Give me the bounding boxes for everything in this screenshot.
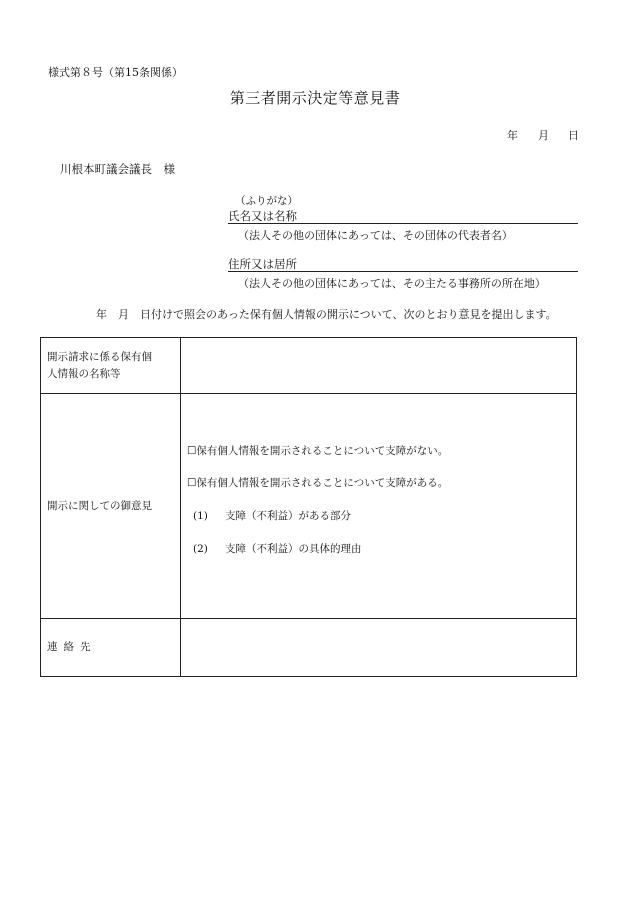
address-field-line[interactable] bbox=[228, 271, 578, 272]
name-field-note: （法人その他の団体にあっては、その団体の代表者名） bbox=[238, 229, 513, 242]
option-has-objection[interactable] bbox=[187, 475, 448, 490]
request-info-label-cell bbox=[41, 338, 181, 394]
date-year-label: 年 bbox=[507, 129, 518, 142]
contact-label-cell bbox=[41, 619, 181, 677]
sub-item-number: (1) bbox=[193, 510, 208, 522]
sub-item-text: 支障（不利益）がある部分 bbox=[225, 510, 351, 522]
address-field-note: （法人その他の団体にあっては、その主たる事務所の所在地） bbox=[238, 277, 546, 290]
date-day-label: 日 bbox=[568, 129, 579, 142]
contact-label-char: 先 bbox=[80, 641, 91, 653]
furigana-label: （ふりがな） bbox=[235, 195, 298, 207]
table-row bbox=[41, 394, 577, 619]
addressee: 川根本町議会議長 様 bbox=[60, 162, 175, 176]
opinion-input-cell[interactable] bbox=[181, 394, 577, 619]
date-month-label: 月 bbox=[538, 129, 549, 142]
contact-label-char: 絡 bbox=[63, 641, 74, 653]
contact-label-char: 連 bbox=[47, 641, 58, 653]
option-no-objection-text: 保有個人情報を開示されることについて支障がない。 bbox=[196, 445, 449, 457]
opinion-form-table bbox=[40, 337, 577, 677]
request-info-label-line1: 開示請求に係る保有個 bbox=[47, 350, 152, 363]
form-number: 様式第８号（第15条関係） bbox=[48, 66, 183, 79]
sub-item-text: 支障（不利益）の具体的理由 bbox=[225, 543, 362, 555]
request-info-input-cell[interactable] bbox=[181, 338, 577, 394]
opinion-label-cell bbox=[41, 394, 181, 619]
checkbox-icon[interactable]: ☐ bbox=[187, 445, 197, 457]
intro-text: 年 月 日付けで照会のあった保有個人情報の開示について、次のとおり意見を提出します。 bbox=[96, 308, 557, 321]
sub-item-number: (2) bbox=[193, 543, 208, 555]
document-title: 第三者開示決定等意見書 bbox=[229, 89, 401, 107]
name-field-label: 氏名又は名称 bbox=[228, 209, 297, 223]
table-row bbox=[41, 619, 577, 677]
contact-input-cell[interactable] bbox=[181, 619, 577, 677]
request-info-label-line2: 人情報の名称等 bbox=[47, 367, 121, 380]
sub-item-specific-reason bbox=[193, 541, 362, 556]
address-field-label: 住所又は居所 bbox=[228, 257, 297, 271]
option-has-objection-text: 保有個人情報を開示されることについて支障がある。 bbox=[196, 477, 449, 489]
sub-item-affected-part bbox=[193, 508, 351, 523]
table-row bbox=[41, 338, 577, 394]
option-no-objection[interactable] bbox=[187, 443, 448, 458]
checkbox-icon[interactable]: ☐ bbox=[187, 477, 197, 489]
name-field-line[interactable] bbox=[228, 223, 578, 224]
opinion-label: 開示に関しての御意見 bbox=[47, 499, 152, 512]
